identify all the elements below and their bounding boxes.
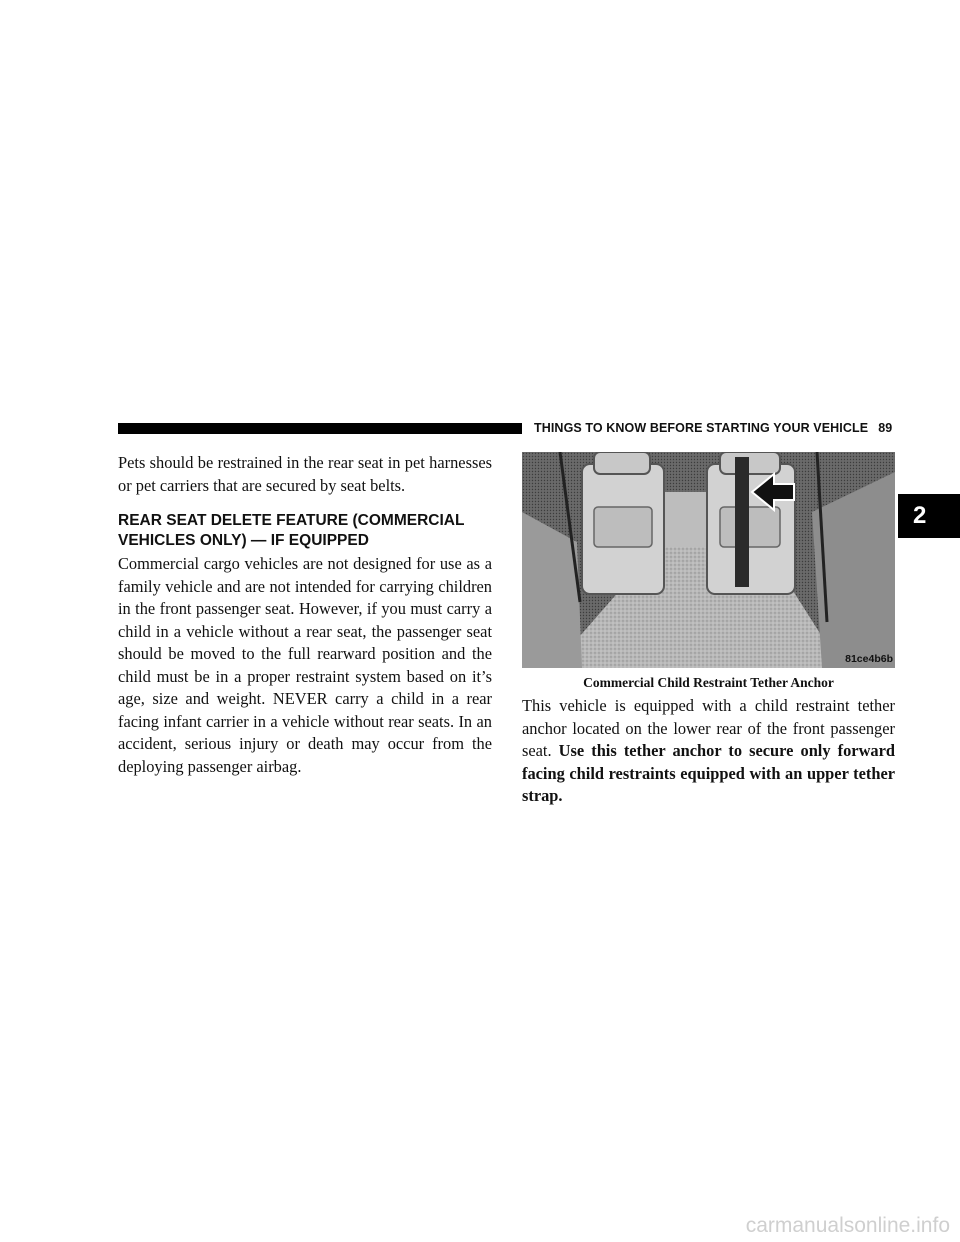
figure-caption: Commercial Child Restraint Tether Anchor	[583, 675, 834, 690]
tether-paragraph	[522, 695, 895, 808]
watermark: carmanualsonline.info	[745, 1214, 950, 1237]
tether-anchor-figure	[522, 452, 895, 668]
tether-text-normal: This vehicle is equipped with a child restraint tether anchor located on the lower rear of the front passenger seat.	[522, 696, 895, 760]
vehicle-interior-illustration	[522, 452, 895, 668]
chapter-tab: 2	[898, 494, 960, 538]
running-header	[534, 421, 892, 435]
header-title: THINGS TO KNOW BEFORE STARTING YOUR VEHICLE	[534, 421, 869, 435]
right-column	[522, 452, 895, 808]
header-rule	[118, 423, 522, 434]
body-paragraph: Commercial cargo vehicles are not designed for use as a family vehicle and are not intended for carrying children in the front passenger seat. However, if you must carry a child in a vehicle without a rear seat, the passenger seat should be moved to the full rearward position and the child must be in a proper restraint system based on it’s age, size and weight. NEVER carry a child in a rear facing infant carrier in a vehicle without rear seats. In an accident, serious injury or death may occur from the deploying passenger airbag.	[118, 554, 492, 776]
intro-paragraph: Pets should be restrained in the rear seat in pet harnesses or pet carriers that are secured by seat belts.	[118, 453, 492, 495]
figure-id: 81ce4b6b	[845, 653, 893, 665]
section-heading: REAR SEAT DELETE FEATURE (COMMERCIAL VEHICLES ONLY) — IF EQUIPPED	[118, 512, 465, 549]
page-number: 89	[878, 421, 893, 435]
left-column	[118, 452, 492, 778]
tether-text-bold: Use this tether anchor to secure only forward facing child restraints equipped with an upper tether strap.	[522, 741, 895, 805]
